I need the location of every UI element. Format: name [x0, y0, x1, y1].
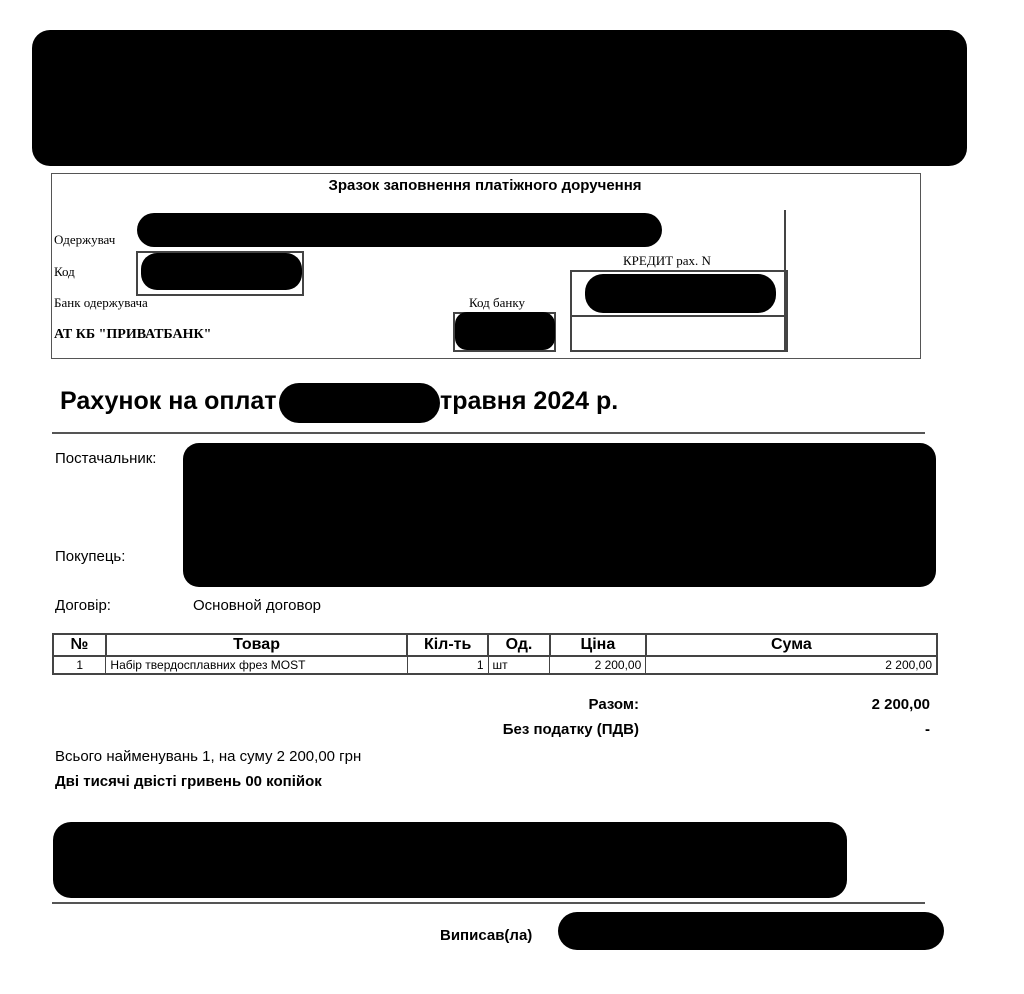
cell-unit: шт — [488, 656, 550, 674]
table-row — [53, 656, 937, 674]
title-divider — [52, 432, 925, 434]
items-count-line: Всього найменувань 1, на суму 2 200,00 грн — [55, 748, 362, 765]
payment-sample-title: Зразок заповнення платіжного доручення — [328, 177, 642, 194]
col-header-sum: Сума — [646, 634, 937, 656]
total-value: 2 200,00 — [871, 696, 930, 713]
vat-label: Без податку (ПДВ) — [502, 721, 639, 738]
col-header-qty: Кіл-ть — [407, 634, 488, 656]
amount-in-words: Дві тисячі двісті гривень 00 копійок — [55, 773, 322, 790]
items-table — [52, 633, 938, 675]
recipient-bank-label: Банк одержувача — [54, 295, 148, 310]
vat-value: - — [925, 721, 930, 738]
total-label: Разом: — [588, 696, 639, 713]
code-label: Код — [54, 264, 75, 279]
cell-num: 1 — [53, 656, 106, 674]
contract-value: Основной договор — [193, 597, 321, 614]
table-header-row — [53, 634, 937, 656]
footer-divider — [52, 902, 925, 904]
invoice-title-prefix: Рахунок на оплат — [60, 387, 277, 415]
redacted-recipient — [137, 213, 662, 247]
cell-price: 2 200,00 — [550, 656, 646, 674]
col-header-price: Ціна — [550, 634, 646, 656]
invoice-title-suffix: травня 2024 р. — [440, 387, 619, 415]
redacted-header — [32, 30, 967, 166]
col-header-product: Товар — [106, 634, 407, 656]
redacted-parties — [183, 443, 936, 587]
bank-code-label: Код банку — [469, 295, 525, 310]
credit-label: КРЕДИТ рах. N — [623, 253, 711, 268]
redacted-credit-account — [585, 274, 776, 313]
col-header-unit: Од. — [488, 634, 550, 656]
col-header-num: № — [53, 634, 106, 656]
redacted-invoice-number — [279, 383, 440, 423]
supplier-label: Постачальник: — [55, 450, 157, 467]
redacted-footer-block — [53, 822, 847, 898]
redacted-bank-code — [455, 312, 555, 350]
bank-name: АТ КБ "ПРИВАТБАНК" — [54, 327, 212, 342]
issued-by-label: Виписав(ла) — [440, 927, 533, 944]
contract-label: Договір: — [55, 597, 111, 614]
cell-qty: 1 — [407, 656, 488, 674]
cell-product: Набір твердосплавних фрез MOST — [106, 656, 407, 674]
cell-sum: 2 200,00 — [646, 656, 937, 674]
buyer-label: Покупець: — [55, 548, 126, 565]
recipient-label: Одержувач — [54, 232, 116, 247]
redacted-code — [141, 253, 302, 290]
credit-account-box-lower — [570, 315, 788, 352]
redacted-signature — [558, 912, 944, 950]
